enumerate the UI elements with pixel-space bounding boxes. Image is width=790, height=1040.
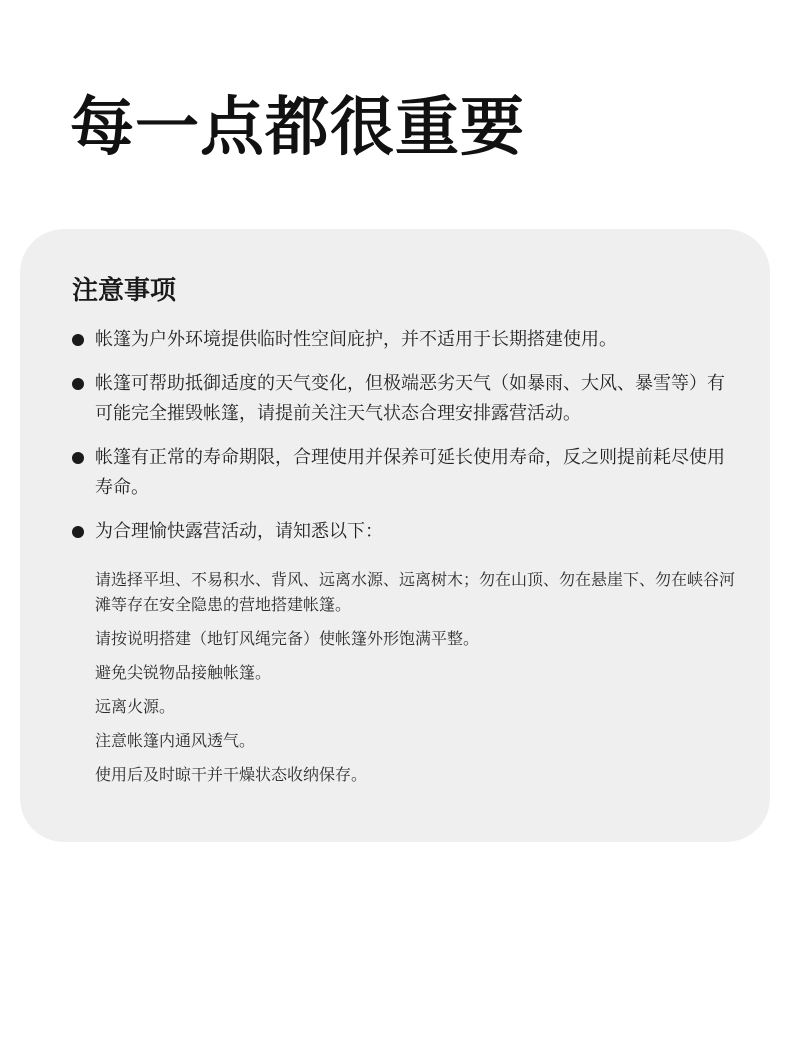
- tip-item: 远离火源。: [95, 697, 176, 716]
- notice-bullet-list: [72, 325, 732, 561]
- tip-item: 请按说明搭建（地钉风绳完备）使帐篷外形饱满平整。: [95, 629, 480, 648]
- bullet-dot-icon: [72, 334, 84, 346]
- notice-title: 注意事项: [72, 276, 177, 306]
- bullet-dot-icon: [72, 378, 84, 390]
- camping-tips-list: [95, 567, 735, 796]
- bullet-dot-icon: [72, 526, 84, 538]
- tip-item: 注意帐篷内通风透气。: [95, 731, 256, 750]
- bullet-dot-icon: [72, 452, 84, 464]
- tip-item: 使用后及时晾干并干燥状态收纳保存。: [95, 765, 368, 784]
- bullet-item: [72, 517, 732, 547]
- bullet-item: [72, 325, 732, 355]
- bullet-text: 帐篷为户外环境提供临时性空间庇护，并不适用于长期搭建使用。: [95, 329, 617, 350]
- tip-item: 请选择平坦、不易积水、背风、远离水源、远离树木；勿在山顶、勿在悬崖下、勿在峡谷河滩等存在安全隐患的营地搭建帐篷。: [95, 570, 736, 614]
- bullet-text: 为合理愉快露营活动，请知悉以下：: [95, 521, 383, 542]
- bullet-item: [72, 369, 732, 429]
- bullet-text: 帐篷有正常的寿命期限，合理使用并保养可延长使用寿命，反之则提前耗尽使用寿命。: [95, 447, 725, 498]
- bullet-item: [72, 443, 732, 503]
- page-title: 每一点都很重要: [70, 91, 525, 165]
- notice-card: [20, 229, 770, 842]
- tip-item: 避免尖锐物品接触帐篷。: [95, 663, 272, 682]
- bullet-text: 帐篷可帮助抵御适度的天气变化，但极端恶劣天气（如暴雨、大风、暴雪等）有可能完全摧毁帐篷，请提前关注天气状态合理安排露营活动。: [95, 373, 725, 424]
